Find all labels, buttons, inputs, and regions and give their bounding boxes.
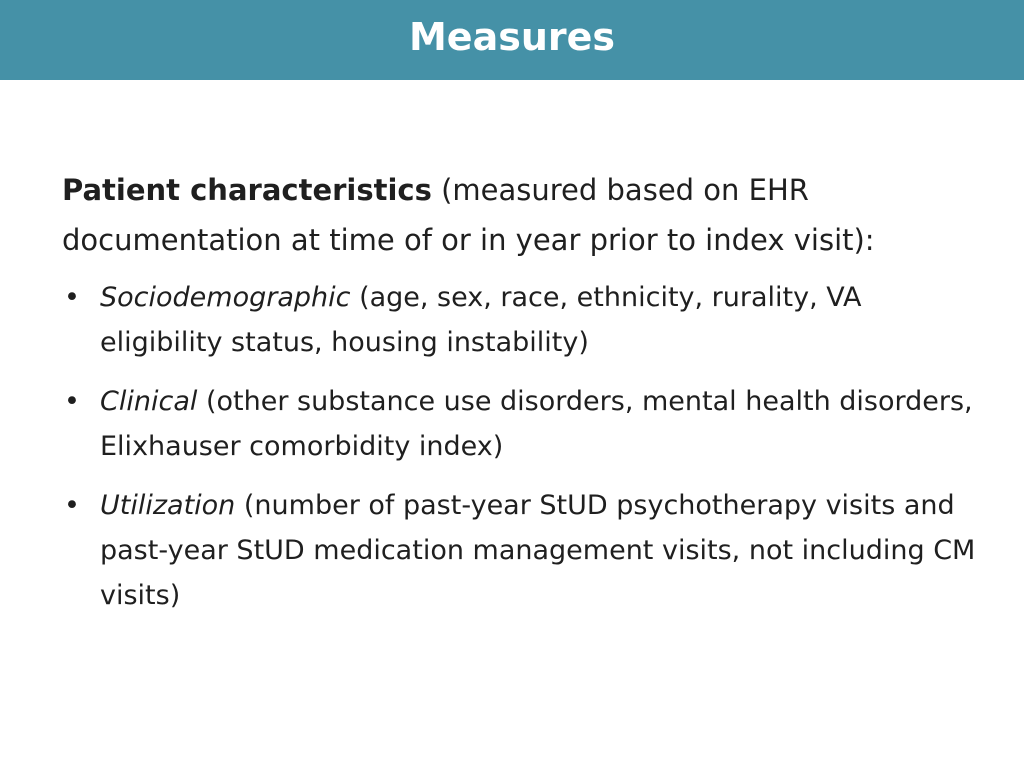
bullet-item-clinical: [62, 379, 992, 469]
bullet-text: (number of past-year StUD psychotherapy visits and past-year StUD medication management visits, not including CM visits): [100, 490, 976, 611]
bullet-term: Clinical: [100, 386, 198, 417]
intro-paragraph: [62, 165, 992, 265]
bullet-icon: •: [64, 386, 80, 417]
bullet-term: Utilization: [100, 490, 236, 521]
bullet-term: Sociodemographic: [100, 282, 351, 313]
title-bar: [0, 0, 1024, 80]
bullet-text: (other substance use disorders, mental health disorders, Elixhauser comorbidity index): [100, 386, 973, 462]
intro-text: (measured based on EHR documentation at time of or in year prior to index visit):: [62, 173, 875, 257]
bullet-icon: •: [64, 282, 80, 313]
bullet-item-sociodemographic: [62, 275, 992, 365]
bullet-item-utilization: [62, 483, 992, 618]
intro-bold-term: Patient characteristics: [62, 173, 432, 207]
bullet-text: (age, sex, race, ethnicity, rurality, VA eligibility status, housing instability): [100, 282, 862, 358]
slide-title: Measures: [408, 15, 616, 59]
bullet-list: [62, 275, 992, 618]
slide-content: [62, 165, 992, 632]
bullet-icon: •: [64, 490, 80, 521]
